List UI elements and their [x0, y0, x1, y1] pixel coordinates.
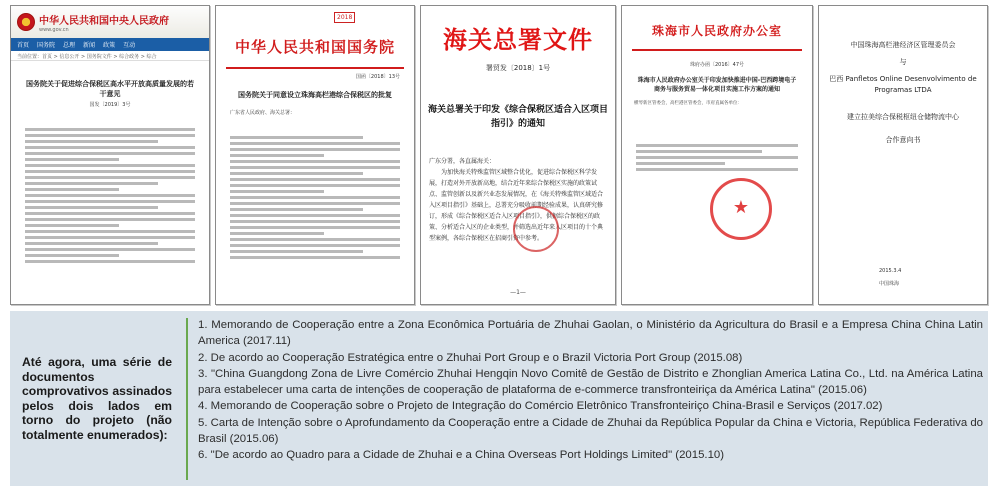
gov-doc-title: 国务院关于促进综合保税区高水平开放高质量发展的若干意见: [26, 80, 194, 98]
customs-doc-title: 海关总署关于印发《综合保税区适合入区项目指引》的通知: [427, 105, 608, 129]
list-item: 2. De acordo ao Cooperação Estratégica entre o Zhuhai Port Group e o Brazil Victoria Port Group (2015.08): [198, 351, 743, 364]
body-text-lines: [230, 136, 400, 262]
zhuhai-office-title: 珠海市人民政府办公室: [651, 24, 782, 38]
list-item: 4. Memorando de Cooperação sobre o Projeto de Integração do Comércio Eletrônico Transfronteiriço China-Brasil e Serviços (2017.02): [198, 400, 883, 413]
zhuhai-doc-number: 珠府办函〔2016〕47号: [689, 62, 745, 68]
official-seal-icon: [710, 178, 772, 240]
letter-date: 2015.3.4: [879, 268, 902, 274]
customs-body-text: 为加快海关特殊监管区域整合优化，促进综合保税区科学发展，打造对外开放新高地，结合近年来综合保税区实施的政策试点、监管创新以及新兴业态发展情况，在《海关特殊监管区域适合入区项目指引》基础上，总署充分吸收前期经验成果，认真研究修订，形成《综合保税区适合入区项目指引》，供据综合保税区的政策、分析适合入区的企业类型，并筛选出近年来入区项目的十个典型案例，各综合保税区在招商引资中参考。: [429, 169, 604, 242]
letter-partner: 巴西 Panfletos Online Desenvolvimento de Programas LTDA: [829, 75, 977, 94]
customs-title: 海关总署文件: [443, 25, 593, 54]
official-seal-icon: [513, 206, 559, 252]
gov-website-title: [39, 12, 169, 33]
customs-doc-number: 署贸发〔2018〕1号: [485, 64, 551, 72]
state-council-doc-title: 国务院关于同意设立珠海高栏港综合保税区的批复: [238, 91, 392, 99]
list-item: 6. "De acordo ao Quadro para a Cidade de Zhuhai e a China Overseas Port Holdings Limited" (2015.10): [198, 449, 725, 462]
customs-addressee: 广东分署，各直属海关：: [429, 158, 496, 165]
gov-nav-item[interactable]: 总理: [63, 42, 76, 49]
seal-star-icon: ★: [732, 197, 750, 218]
letter-org: 中国珠海高栏港经济区管理委员会: [850, 41, 956, 49]
gov-nav-item[interactable]: 新闻: [83, 42, 96, 49]
breadcrumb: 当前位置：首页 > 信息公开 > 国务院文件 > 综合政务 > 综合: [11, 51, 209, 61]
state-council-addressee: 广东省人民政府、海关总署：: [230, 110, 296, 116]
zhuhai-doc-title: 珠海市人民政府办公室关于印发加快推进中国-巴西跨境电子商务与服务贸易一体化项目实施工作方案的通知: [637, 77, 797, 93]
document-zhuhai-office[interactable]: [621, 5, 813, 305]
panel-caption-box: [22, 311, 172, 486]
list-item: 3. "China Guangdong Zona de Livre Comércio Zhuhai Hengqin Novo Comitê de Gestão de Distrito e Zhonglian America Latina Co., Ltd. na América Latina para estabelecer uma carta de intenções de cooperação de plataforma de e-commerce transfronteiriça da América Latina" (2015.06): [198, 367, 983, 397]
document-gov-website[interactable]: [10, 5, 210, 305]
gov-website-url: www.gov.cn: [39, 26, 69, 33]
red-divider: [226, 67, 404, 69]
state-council-title: 中华人民共和国国务院: [234, 38, 395, 56]
panel-caption: Até agora, uma série de documentos comprovativos assinados pelos dois lados em torno do projeto (não totalmente enumerados):: [22, 355, 172, 442]
letter-topic: 建立拉美综合保税枢纽仓储物流中心: [847, 113, 959, 121]
document-customs[interactable]: [420, 5, 616, 305]
gov-website-header: [11, 6, 209, 38]
received-stamp: 2018: [334, 12, 355, 23]
agreements-panel: [10, 311, 988, 486]
gov-nav-item[interactable]: 互动: [123, 42, 136, 49]
gov-doc-number: 国发〔2019〕3号: [89, 102, 131, 108]
body-text-lines: [25, 128, 195, 266]
zhuhai-addressee: 横琴新区管委会，高栏港区管委会，市府直属各单位：: [634, 101, 742, 106]
list-item: 1. Memorando de Cooperação entre a Zona Econômica Portuária de Zhuhai Gaolan, o Ministério da Agricultura do Brasil e a Empresa China China Latin America (2017.11): [198, 319, 983, 348]
letter-type: 合作意向书: [885, 136, 921, 144]
gov-nav-item[interactable]: 国务院: [37, 42, 56, 49]
gov-website-nav: [11, 38, 209, 51]
red-divider: [632, 49, 802, 51]
gov-nav-item[interactable]: 政策: [103, 42, 116, 49]
list-item: 5. Carta de Intenção sobre o Aprofundamento da Cooperação entre a Cidade de Zhuhai da República Popular da China e Victoria, República Federativa do Brasil (2015.06): [198, 416, 983, 446]
letter-and: 与: [899, 58, 907, 66]
document-state-council[interactable]: [215, 5, 415, 305]
body-text-lines: [636, 144, 798, 174]
customs-page-number: —1—: [510, 289, 526, 296]
state-council-doc-number: 国函〔2018〕13号: [355, 74, 400, 80]
panel-divider: [186, 318, 188, 480]
document-cooperation-letter[interactable]: [818, 5, 988, 305]
gov-nav-item[interactable]: 首页: [17, 42, 30, 49]
letter-place: 中国珠海: [879, 281, 900, 287]
agreements-list: [198, 317, 983, 464]
gov-website-title-text: 中华人民共和国中央人民政府: [39, 15, 169, 27]
national-emblem-icon: [17, 13, 35, 31]
document-gallery: [10, 5, 988, 305]
